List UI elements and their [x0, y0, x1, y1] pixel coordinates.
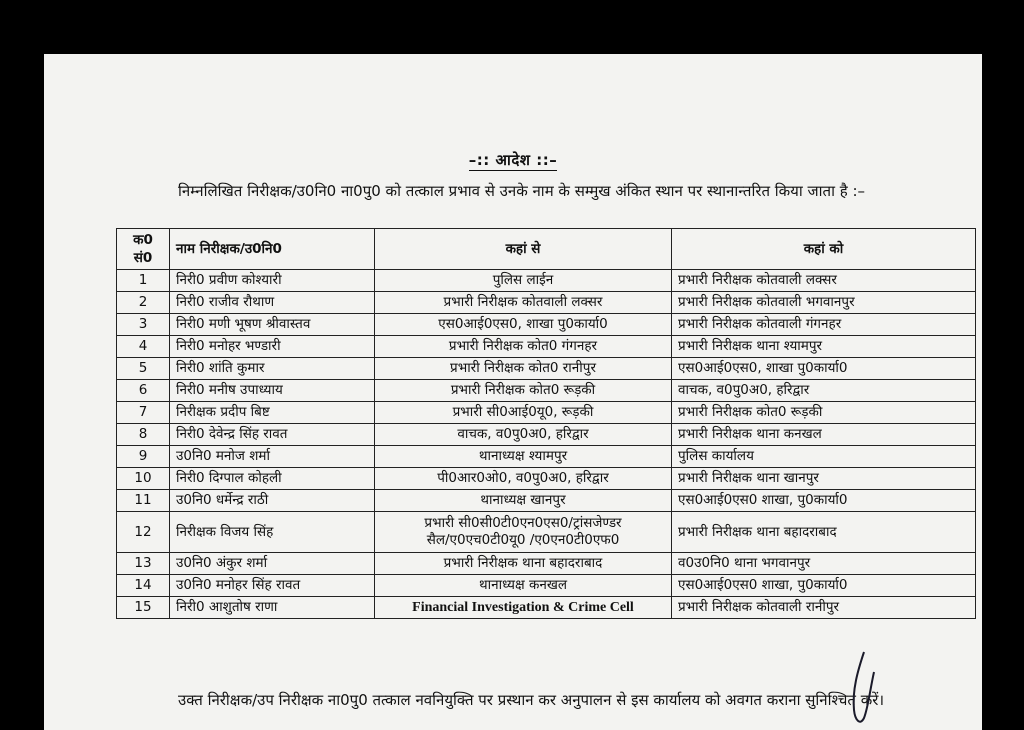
- table-row: [117, 446, 976, 468]
- table-row: [117, 402, 976, 424]
- row-serial: 15: [117, 597, 170, 619]
- row-name: निरी0 मणी भूषण श्रीवास्तव: [170, 314, 375, 336]
- row-serial: 11: [117, 490, 170, 512]
- row-serial: 7: [117, 402, 170, 424]
- row-from: प्रभारी निरीक्षक थाना बहादराबाद: [375, 553, 672, 575]
- row-name: निरी0 देवेन्द्र सिंह रावत: [170, 424, 375, 446]
- table-row: [117, 270, 976, 292]
- row-to: पुलिस कार्यालय: [672, 446, 976, 468]
- table-row: [117, 468, 976, 490]
- row-from: प्रभारी निरीक्षक कोतवाली लक्सर: [375, 292, 672, 314]
- table-row: [117, 490, 976, 512]
- row-name: निरीक्षक प्रदीप बिष्ट: [170, 402, 375, 424]
- row-to: प्रभारी निरीक्षक कोतवाली रानीपुर: [672, 597, 976, 619]
- row-serial: 2: [117, 292, 170, 314]
- row-serial: 13: [117, 553, 170, 575]
- row-serial: 9: [117, 446, 170, 468]
- transfer-table: [116, 228, 976, 619]
- row-serial: 6: [117, 380, 170, 402]
- row-serial: 10: [117, 468, 170, 490]
- document-page: [44, 54, 982, 730]
- row-serial: 8: [117, 424, 170, 446]
- table-row: [117, 380, 976, 402]
- table-row: [117, 512, 976, 553]
- row-to: एस0आई0एस0 शाखा, पु0कार्या0: [672, 575, 976, 597]
- row-from: Financial Investigation & Crime Cell: [375, 597, 672, 619]
- row-from: प्रभारी निरीक्षक कोत0 गंगनहर: [375, 336, 672, 358]
- row-name: निरीक्षक विजय सिंह: [170, 512, 375, 553]
- closing-paragraph: उक्त निरीक्षक/उप निरीक्षक ना0पु0 तत्काल नवनियुक्ति पर प्रस्थान कर अनुपालन से इस कार्यालय को अवगत कराना सुनिश्चित करें।: [178, 691, 885, 709]
- row-to: प्रभारी निरीक्षक थाना श्यामपुर: [672, 336, 976, 358]
- row-to: प्रभारी निरीक्षक कोतवाली लक्सर: [672, 270, 976, 292]
- table-row: [117, 314, 976, 336]
- row-from: पी0आर0ओ0, व0पु0अ0, हरिद्वार: [375, 468, 672, 490]
- table-header-row: [117, 229, 976, 270]
- row-to: प्रभारी निरीक्षक कोतवाली भगवानपुर: [672, 292, 976, 314]
- row-name: उ0नि0 मनोहर सिंह रावत: [170, 575, 375, 597]
- row-to: प्रभारी निरीक्षक कोत0 रूड़की: [672, 402, 976, 424]
- row-name: निरी0 दिग्पाल कोहली: [170, 468, 375, 490]
- intro-paragraph: निम्नलिखित निरीक्षक/उ0नि0 ना0पु0 को तत्काल प्रभाव से उनके नाम के सम्मुख अंकित स्थान पर स्थानान्तरित किया जाता है :–: [178, 182, 866, 200]
- row-serial: 4: [117, 336, 170, 358]
- table-row: [117, 292, 976, 314]
- table-row: [117, 553, 976, 575]
- row-to: वाचक, व0पु0अ0, हरिद्वार: [672, 380, 976, 402]
- header-from: कहां से: [375, 229, 672, 270]
- row-to: प्रभारी निरीक्षक थाना बहादराबाद: [672, 512, 976, 553]
- row-to: एस0आई0एस0 शाखा, पु0कार्या0: [672, 490, 976, 512]
- row-name: निरी0 शांति कुमार: [170, 358, 375, 380]
- header-to: कहां को: [672, 229, 976, 270]
- row-serial: 5: [117, 358, 170, 380]
- header-name: नाम निरीक्षक/उ0नि0: [170, 229, 375, 270]
- table-row: [117, 424, 976, 446]
- row-to: व0उ0नि0 थाना भगवानपुर: [672, 553, 976, 575]
- row-from: प्रभारी निरीक्षक कोत0 रानीपुर: [375, 358, 672, 380]
- row-from: [375, 512, 672, 553]
- row-from: प्रभारी निरीक्षक कोत0 रूड़की: [375, 380, 672, 402]
- table-row: [117, 336, 976, 358]
- row-to: प्रभारी निरीक्षक कोतवाली गंगनहर: [672, 314, 976, 336]
- signature-stroke: [834, 650, 884, 730]
- row-name: निरी0 आशुतोष राणा: [170, 597, 375, 619]
- row-name: निरी0 राजीव रौथाण: [170, 292, 375, 314]
- row-serial: 1: [117, 270, 170, 292]
- row-serial: 12: [117, 512, 170, 553]
- row-name: निरी0 प्रवीण कोश्यारी: [170, 270, 375, 292]
- row-from: प्रभारी सी0आई0यू0, रूड़की: [375, 402, 672, 424]
- row-to: प्रभारी निरीक्षक थाना खानपुर: [672, 468, 976, 490]
- row-serial: 3: [117, 314, 170, 336]
- header-serial: क0 सं0: [117, 229, 170, 270]
- row-from: थानाध्यक्ष श्यामपुर: [375, 446, 672, 468]
- row-name: उ0नि0 मनोज शर्मा: [170, 446, 375, 468]
- table-row: [117, 358, 976, 380]
- row-to: एस0आई0एस0, शाखा पु0कार्या0: [672, 358, 976, 380]
- row-from: वाचक, व0पु0अ0, हरिद्वार: [375, 424, 672, 446]
- row-from: पुलिस लाईन: [375, 270, 672, 292]
- row-from: थानाध्यक्ष खानपुर: [375, 490, 672, 512]
- row-to: प्रभारी निरीक्षक थाना कनखल: [672, 424, 976, 446]
- order-heading: –:: आदेश ::–: [468, 151, 558, 169]
- row-serial: 14: [117, 575, 170, 597]
- table-row: [117, 597, 976, 619]
- table-row: [117, 575, 976, 597]
- row-from: थानाध्यक्ष कनखल: [375, 575, 672, 597]
- row-name: निरी0 मनीष उपाध्याय: [170, 380, 375, 402]
- row-from: एस0आई0एस0, शाखा पु0कार्या0: [375, 314, 672, 336]
- row-name: निरी0 मनोहर भण्डारी: [170, 336, 375, 358]
- row-from-line-1: प्रभारी सी0सी0टी0एन0एस0/ट्रांसजेण्डर: [424, 515, 622, 531]
- row-name: उ0नि0 अंकुर शर्मा: [170, 553, 375, 575]
- row-from-line-2: सैल/ए0एच0टी0यू0 /ए0एन0टी0एफ0: [426, 532, 620, 548]
- row-name: उ0नि0 धर्मेन्द्र राठी: [170, 490, 375, 512]
